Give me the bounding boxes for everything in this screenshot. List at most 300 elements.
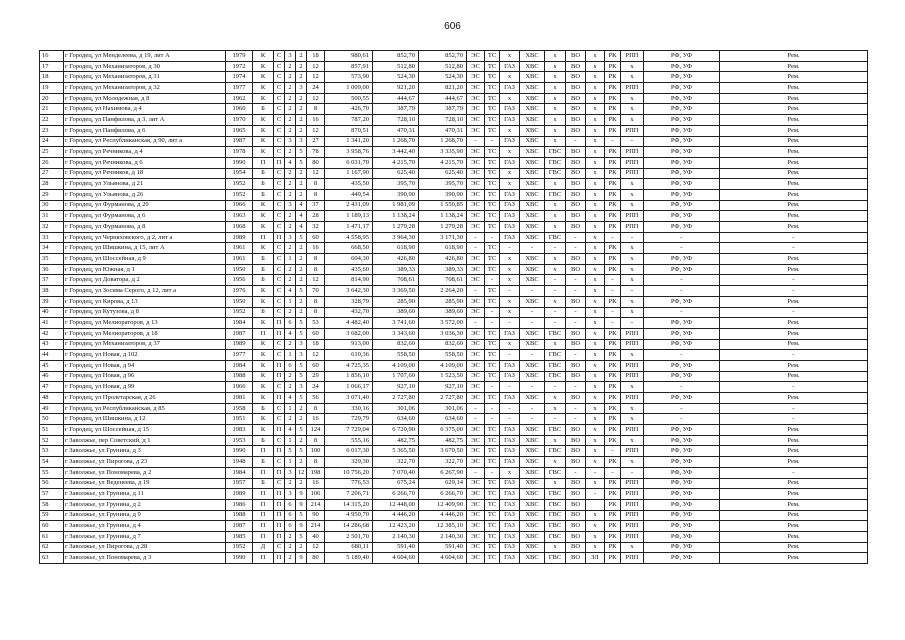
area-cell: 591,40 <box>373 542 419 553</box>
table-cell: С <box>274 61 285 72</box>
table-cell: х <box>586 457 605 468</box>
table-cell: 1963 <box>226 211 253 222</box>
table-cell: РФ, УФ <box>644 222 720 233</box>
area-cell: 6 266,70 <box>419 489 467 500</box>
table-cell: ХВС <box>520 189 545 200</box>
table-cell: ГВС <box>545 371 566 382</box>
table-cell: ТС <box>485 531 500 542</box>
table-cell: РФ, УФ <box>644 61 720 72</box>
table-cell: 3 <box>296 83 307 94</box>
table-cell: 5 <box>296 371 307 382</box>
area-cell: 4 950,70 <box>325 510 373 521</box>
table-cell: РК <box>605 157 621 168</box>
table-cell: ЭС <box>467 189 485 200</box>
table-cell: РК <box>605 553 621 564</box>
table-cell: ЭС <box>467 499 485 510</box>
table-cell: ВО <box>566 371 586 382</box>
table-cell: х <box>621 93 644 104</box>
table-cell: - <box>644 243 720 254</box>
table-cell: К <box>253 243 274 254</box>
table-cell: ХВС <box>520 72 545 83</box>
row-number-cell: 55 <box>40 467 64 478</box>
table-cell: ХВС <box>520 489 545 500</box>
table-cell: ТС <box>485 254 500 265</box>
row-number-cell: 40 <box>40 307 64 318</box>
table-cell: х <box>621 61 644 72</box>
area-cell: 330,16 <box>325 403 373 414</box>
table-cell: - <box>644 275 720 286</box>
table-cell: - <box>545 414 566 425</box>
table-row <box>40 115 868 126</box>
table-cell: С <box>274 189 285 200</box>
table-cell: 1960 <box>226 104 253 115</box>
area-cell: 913,00 <box>325 339 373 350</box>
table-cell: - <box>545 286 566 297</box>
table-cell: ТС <box>485 93 500 104</box>
table-cell: ГАЗ <box>500 371 520 382</box>
area-cell: 3 171,30 <box>419 232 467 243</box>
table-cell: х <box>621 243 644 254</box>
table-cell: 1952 <box>226 179 253 190</box>
table-cell: х <box>586 521 605 532</box>
table-cell: ГАЗ <box>500 499 520 510</box>
table-row <box>40 61 868 72</box>
table-cell: РК <box>605 51 621 62</box>
area-cell: 5 365,50 <box>373 446 419 457</box>
table-cell: х <box>621 254 644 265</box>
table-cell: 1984 <box>226 360 253 371</box>
table-cell: х <box>586 478 605 489</box>
table-cell: х <box>545 393 566 404</box>
table-cell: РПП <box>621 371 644 382</box>
table-cell: х <box>586 179 605 190</box>
table-cell: П <box>253 467 274 478</box>
table-cell: ТС <box>485 147 500 158</box>
area-cell: 1 856,10 <box>325 371 373 382</box>
table-cell: 12 <box>307 61 325 72</box>
table-cell: ГВС <box>545 425 566 436</box>
table-cell: Рем. <box>720 254 868 265</box>
table-cell: ГВС <box>545 521 566 532</box>
area-cell: 634,60 <box>419 414 467 425</box>
table-cell: ВО <box>566 435 586 446</box>
table-cell: х <box>500 168 520 179</box>
area-cell: 389,33 <box>419 264 467 275</box>
area-cell: 3 958,76 <box>325 147 373 158</box>
table-cell: РФ, УФ <box>644 542 720 553</box>
table-cell: ГВС <box>545 510 566 521</box>
table-cell: х <box>500 467 520 478</box>
area-cell: 5 189,40 <box>325 553 373 564</box>
table-cell: ТС <box>485 157 500 168</box>
table-cell: РФ, УФ <box>644 264 720 275</box>
area-cell: 680,11 <box>325 542 373 553</box>
table-cell: ГАЗ <box>500 189 520 200</box>
table-cell: ЭС <box>467 457 485 468</box>
area-cell: 390,90 <box>419 189 467 200</box>
address-cell: г Городец, ул Мелиораторов, д 13 <box>64 318 226 329</box>
table-row <box>40 243 868 254</box>
area-cell: 618,90 <box>419 243 467 254</box>
area-cell: 328,79 <box>325 296 373 307</box>
table-cell: - <box>485 403 500 414</box>
area-cell: 3 036,30 <box>419 328 467 339</box>
table-cell: С <box>274 254 285 265</box>
area-cell: 395,70 <box>419 179 467 190</box>
row-number-cell: 57 <box>40 489 64 500</box>
table-cell: ХВС <box>520 232 545 243</box>
table-cell: 6 <box>285 360 296 371</box>
table-row <box>40 531 868 542</box>
table-cell: ХВС <box>520 93 545 104</box>
area-cell: 14 286,68 <box>325 521 373 532</box>
table-cell: Д <box>253 542 274 553</box>
address-cell: г Городец, ул Механизаторов, д 32 <box>64 83 226 94</box>
table-cell: - <box>621 286 644 297</box>
table-cell: РК <box>605 222 621 233</box>
table-cell: 2 <box>296 403 307 414</box>
table-cell: ЭС <box>467 93 485 104</box>
table-cell: К <box>253 360 274 371</box>
area-cell: 558,50 <box>373 350 419 361</box>
address-cell: г Городец, ул Панфилова, д 6 <box>64 125 226 136</box>
table-cell: х <box>545 264 566 275</box>
address-cell: г Городец, ул Молодежная, д 8 <box>64 93 226 104</box>
table-row <box>40 393 868 404</box>
table-cell: К <box>253 286 274 297</box>
table-cell: Рем. <box>720 147 868 158</box>
table-row <box>40 371 868 382</box>
table-row <box>40 328 868 339</box>
table-cell: К <box>253 200 274 211</box>
row-number-cell: 36 <box>40 264 64 275</box>
table-cell: РПП <box>621 499 644 510</box>
table-cell: 60 <box>307 328 325 339</box>
table-cell: х <box>621 414 644 425</box>
table-cell: 1953 <box>226 435 253 446</box>
table-cell: С <box>274 275 285 286</box>
table-cell: ТС <box>485 425 500 436</box>
area-cell: 12 385,10 <box>419 521 467 532</box>
table-cell: х <box>545 200 566 211</box>
table-cell: ВО <box>566 296 586 307</box>
table-cell: 60 <box>307 232 325 243</box>
area-cell: 285,90 <box>419 296 467 307</box>
table-cell: - <box>520 286 545 297</box>
table-cell: П <box>274 318 285 329</box>
table-cell: ВО <box>566 531 586 542</box>
table-cell: РК <box>605 360 621 371</box>
table-row <box>40 521 868 532</box>
area-cell: 7 729,04 <box>325 425 373 436</box>
table-cell: Рем. <box>720 393 868 404</box>
table-cell: К <box>253 296 274 307</box>
table-cell: 2 <box>285 72 296 83</box>
table-cell: х <box>545 542 566 553</box>
table-cell: ГВС <box>545 350 566 361</box>
area-cell: 524,30 <box>419 72 467 83</box>
table-cell: Б <box>253 168 274 179</box>
table-cell: ГВС <box>545 232 566 243</box>
area-cell: 2 727,80 <box>419 393 467 404</box>
table-cell: ХВС <box>520 467 545 478</box>
area-cell: 4 482,40 <box>325 318 373 329</box>
area-cell: 432,70 <box>325 307 373 318</box>
area-cell: 1 138,24 <box>419 211 467 222</box>
table-cell: РФ, УФ <box>644 435 720 446</box>
table-cell: 8 <box>307 307 325 318</box>
table-cell: К <box>253 72 274 83</box>
table-cell: ХВС <box>520 254 545 265</box>
table-cell: 1966 <box>226 382 253 393</box>
table-row <box>40 296 868 307</box>
area-cell: 1 066,17 <box>325 382 373 393</box>
table-cell: РК <box>605 457 621 468</box>
table-cell: РПП <box>621 328 644 339</box>
table-cell: 78 <box>307 147 325 158</box>
table-cell: х <box>586 104 605 115</box>
address-cell: г Заволжье, ул Грунина, д 7 <box>64 531 226 542</box>
area-cell: 708,61 <box>419 275 467 286</box>
table-cell: ГАЗ <box>500 136 520 147</box>
table-row <box>40 457 868 468</box>
table-cell: - <box>605 307 621 318</box>
table-cell: Рем. <box>720 189 868 200</box>
table-cell: 2 <box>296 72 307 83</box>
address-cell: г Городец, ул Шоссейная, д 15 <box>64 425 226 436</box>
table-cell: П <box>274 467 285 478</box>
table-cell: 1954 <box>226 168 253 179</box>
address-cell: г Городец, ул Речникова, д 6 <box>64 157 226 168</box>
table-cell: х <box>586 243 605 254</box>
table-cell: 2 <box>296 264 307 275</box>
table-cell: ТС <box>485 200 500 211</box>
table-cell: П <box>253 328 274 339</box>
table-cell: П <box>274 157 285 168</box>
address-cell: г Городец, ул Панфилова, д 3, лит А <box>64 115 226 126</box>
table-cell: - <box>467 403 485 414</box>
table-cell: Б <box>253 179 274 190</box>
table-cell: С <box>274 478 285 489</box>
table-cell: ТС <box>485 264 500 275</box>
table-cell: 1985 <box>226 531 253 542</box>
table-cell: ТС <box>485 51 500 62</box>
address-cell: г Заволжье, ул Пономарева, д 2 <box>64 467 226 478</box>
table-cell: 4 <box>296 222 307 233</box>
area-cell: 512,80 <box>419 61 467 72</box>
table-cell: К <box>253 211 274 222</box>
table-cell: х <box>500 296 520 307</box>
table-cell: 5 <box>296 157 307 168</box>
table-cell: 2 <box>285 125 296 136</box>
table-cell: РФ, УФ <box>644 467 720 478</box>
table-cell: 5 <box>296 393 307 404</box>
table-cell: РФ, УФ <box>644 446 720 457</box>
table-cell: ЭС <box>467 371 485 382</box>
table-cell: ХВС <box>520 425 545 436</box>
table-cell: 1956 <box>226 275 253 286</box>
row-number-cell: 60 <box>40 521 64 532</box>
table-cell: - <box>500 414 520 425</box>
table-cell: - <box>545 275 566 286</box>
area-cell: 776,53 <box>325 478 373 489</box>
table-cell: РФ, УФ <box>644 115 720 126</box>
table-cell: ТС <box>485 510 500 521</box>
table-cell: - <box>485 307 500 318</box>
table-cell: 16 <box>307 243 325 254</box>
row-number-cell: 39 <box>40 296 64 307</box>
area-cell: 435,60 <box>325 264 373 275</box>
table-cell: 29 <box>307 371 325 382</box>
table-cell: ХВС <box>520 61 545 72</box>
row-number-cell: 61 <box>40 531 64 542</box>
table-cell: С <box>274 179 285 190</box>
table-cell: 9 <box>296 489 307 500</box>
table-cell: 1970 <box>226 115 253 126</box>
table-cell: П <box>253 489 274 500</box>
table-cell: 8 <box>307 296 325 307</box>
table-cell: РК <box>605 104 621 115</box>
table-cell: - <box>605 467 621 478</box>
area-cell: 814,90 <box>325 275 373 286</box>
table-cell: 214 <box>307 499 325 510</box>
table-cell: РФ, УФ <box>644 360 720 371</box>
table-cell: - <box>485 232 500 243</box>
address-cell: г Заволжье, ул Грунина, д 9 <box>64 510 226 521</box>
area-cell: 4 725,35 <box>325 360 373 371</box>
table-cell: 2 <box>285 264 296 275</box>
table-cell: ЭС <box>467 104 485 115</box>
table-cell: х <box>586 83 605 94</box>
table-cell: ТС <box>485 499 500 510</box>
table-cell: х <box>586 360 605 371</box>
table-cell: ЭС <box>467 382 485 393</box>
table-cell: 5 <box>296 360 307 371</box>
table-cell: х <box>586 296 605 307</box>
table-cell: 2 <box>285 371 296 382</box>
table-cell: 1983 <box>226 425 253 436</box>
table-cell: ВО <box>566 393 586 404</box>
table-cell: ЭС <box>467 157 485 168</box>
table-cell: С <box>274 72 285 83</box>
table-cell: 5 <box>296 510 307 521</box>
table-cell: - <box>520 307 545 318</box>
table-cell: ХВС <box>520 83 545 94</box>
table-cell: - <box>485 136 500 147</box>
address-cell: г Заволжье, пер Советский, д 1 <box>64 435 226 446</box>
area-cell: 618,90 <box>373 243 419 254</box>
area-cell: 610,36 <box>325 350 373 361</box>
table-cell: 1952 <box>226 307 253 318</box>
table-cell: - <box>720 467 868 478</box>
row-number-cell: 19 <box>40 83 64 94</box>
table-cell: 2 <box>296 435 307 446</box>
area-cell: 1 138,24 <box>373 211 419 222</box>
row-number-cell: 42 <box>40 328 64 339</box>
table-cell: Рем. <box>720 72 868 83</box>
row-number-cell: 32 <box>40 222 64 233</box>
table-cell: 2 <box>296 93 307 104</box>
table-body <box>40 51 868 564</box>
table-cell: Б <box>253 307 274 318</box>
table-cell: 106 <box>307 489 325 500</box>
area-cell: 6 266,70 <box>373 489 419 500</box>
area-cell: 3 442,40 <box>373 147 419 158</box>
table-cell: ХВС <box>520 531 545 542</box>
area-cell: 3 369,50 <box>373 286 419 297</box>
table-cell: - <box>500 403 520 414</box>
table-cell: 2 <box>285 222 296 233</box>
area-cell: 389,33 <box>373 264 419 275</box>
table-cell: Рем. <box>720 200 868 211</box>
table-cell: РФ, УФ <box>644 157 720 168</box>
table-cell: 2 <box>296 457 307 468</box>
area-cell: 10 756,20 <box>325 467 373 478</box>
table-cell: - <box>485 318 500 329</box>
table-cell: х <box>621 104 644 115</box>
table-cell: - <box>720 403 868 414</box>
table-cell: ТС <box>485 189 500 200</box>
table-cell: ВО <box>566 168 586 179</box>
table-cell: П <box>253 232 274 243</box>
table-cell: - <box>644 350 720 361</box>
table-cell: ХВС <box>520 275 545 286</box>
table-cell: ГВС <box>545 467 566 478</box>
table-row <box>40 382 868 393</box>
area-cell: 1 268,70 <box>373 136 419 147</box>
table-cell: К <box>253 382 274 393</box>
table-cell: ЭС <box>467 264 485 275</box>
area-cell: 6 375,00 <box>419 425 467 436</box>
table-cell: х <box>586 542 605 553</box>
table-cell: ХВС <box>520 179 545 190</box>
address-cell: г Городец, ул Мелиораторов, д 18 <box>64 328 226 339</box>
table-cell: ТС <box>485 393 500 404</box>
area-cell: 524,30 <box>373 72 419 83</box>
table-cell: - <box>605 318 621 329</box>
table-cell: ТС <box>485 296 500 307</box>
table-cell: ГАЗ <box>500 393 520 404</box>
table-cell: 198 <box>307 467 325 478</box>
table-cell: ГВС <box>545 489 566 500</box>
table-cell: 3 <box>296 136 307 147</box>
table-cell: П <box>274 393 285 404</box>
table-cell: 4 <box>296 211 307 222</box>
table-row <box>40 446 868 457</box>
table-cell: ХВС <box>520 478 545 489</box>
table-cell: 4 <box>285 425 296 436</box>
area-cell: 573,90 <box>325 72 373 83</box>
table-cell: ВО <box>566 125 586 136</box>
table-cell: 4 <box>285 393 296 404</box>
table-row <box>40 93 868 104</box>
area-cell: 12 409,90 <box>419 499 467 510</box>
table-cell: х <box>545 339 566 350</box>
table-cell: ТС <box>485 371 500 382</box>
table-cell: ХВС <box>520 157 545 168</box>
table-cell: С <box>274 115 285 126</box>
row-number-cell: 28 <box>40 179 64 190</box>
address-cell: г Городец, ул Механизаторов, д 37 <box>64 339 226 350</box>
area-cell: 4 604,60 <box>419 553 467 564</box>
table-cell: 1988 <box>226 371 253 382</box>
table-cell: х <box>545 136 566 147</box>
table-cell: П <box>253 157 274 168</box>
table-cell: Рем. <box>720 446 868 457</box>
table-cell: С <box>274 83 285 94</box>
table-cell: ВО <box>566 521 586 532</box>
table-cell: ГАЗ <box>500 83 520 94</box>
